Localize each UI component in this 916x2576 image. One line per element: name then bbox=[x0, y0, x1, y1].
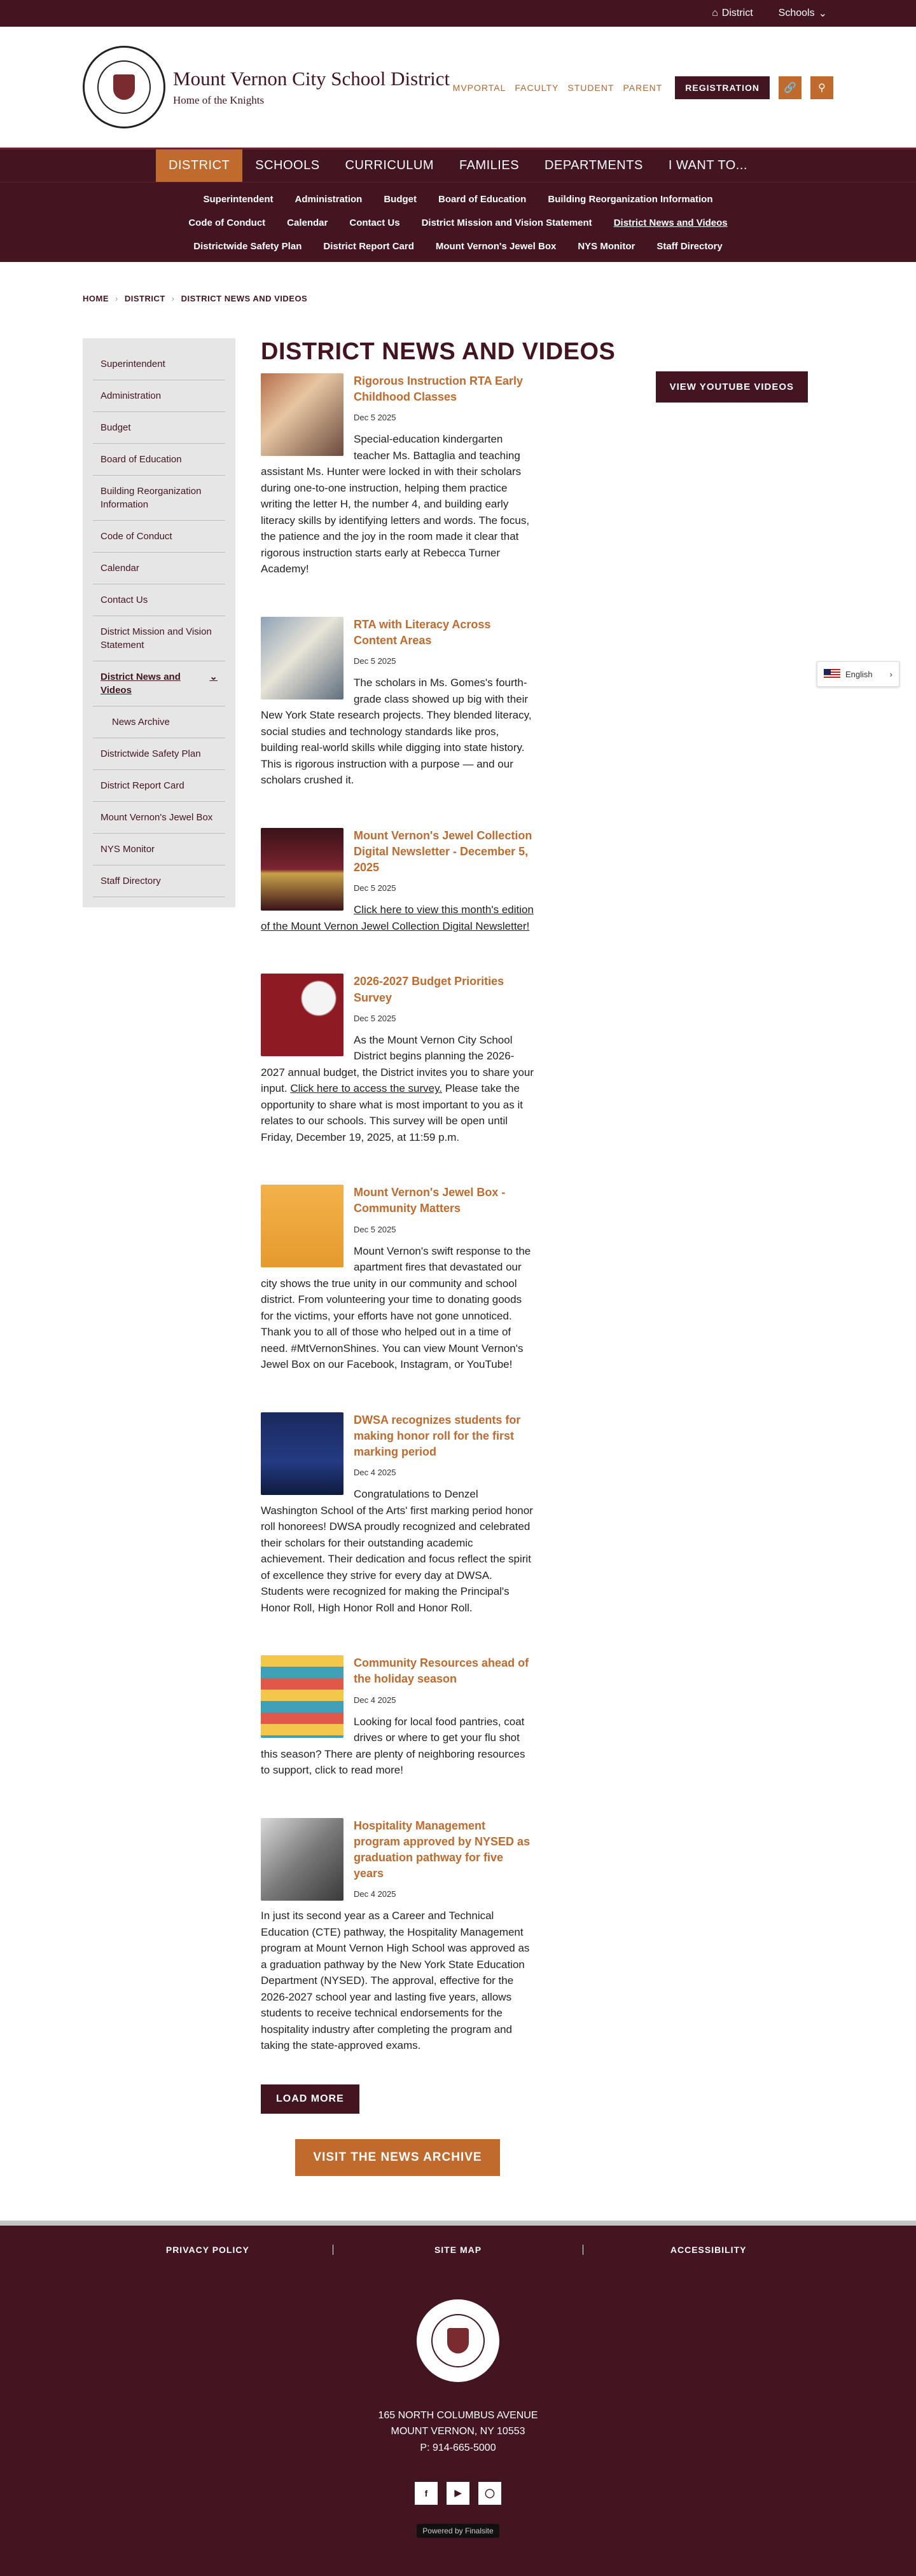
page-title: DISTRICT NEWS AND VIDEOS bbox=[261, 338, 616, 365]
visit-news-archive-button[interactable]: VISIT THE NEWS ARCHIVE bbox=[295, 2139, 499, 2176]
sidebar-item-safety-plan[interactable] bbox=[93, 738, 225, 770]
news-date: Dec 5 2025 bbox=[354, 1224, 396, 1234]
news-summary: Special-education kindergarten teacher Ms. Battaglia and teaching assistant Ms. Hunter were locked in with their scholars during one-to-one instruction, helping them practice writing the letter H, the number 4, and building early literacy skills by identifying letters and words. The focus, the patience and the joy in the room made it clear that rigorous instruction starts early at Rebecca Turner Academy! bbox=[261, 433, 530, 575]
news-title[interactable]: RTA with Literacy Across Content Areas bbox=[354, 617, 491, 647]
sidebar-item-label: Budget bbox=[101, 422, 131, 433]
load-more-button[interactable]: LOAD MORE bbox=[261, 2084, 359, 2114]
site-footer bbox=[0, 2221, 916, 2576]
sidebar-item-label: News Archive bbox=[112, 717, 170, 727]
social-links bbox=[0, 2482, 916, 2505]
news-item bbox=[261, 828, 534, 935]
district-seal-logo[interactable] bbox=[83, 46, 165, 128]
news-item bbox=[261, 974, 534, 1145]
news-date: Dec 5 2025 bbox=[354, 413, 396, 423]
search-icon[interactable]: ⚲ bbox=[810, 76, 833, 99]
breadcrumb bbox=[0, 262, 916, 338]
schools-dropdown[interactable] bbox=[779, 7, 827, 20]
news-date: Dec 4 2025 bbox=[354, 1695, 396, 1705]
news-title[interactable]: 2026-2027 Budget Priorities Survey bbox=[354, 975, 504, 1004]
subnav-calendar[interactable]: Calendar bbox=[287, 217, 328, 228]
main-content bbox=[261, 338, 833, 2221]
news-item bbox=[261, 617, 534, 789]
sidebar-item-staff-directory[interactable] bbox=[93, 865, 225, 897]
newsletter-link[interactable]: Click here to view this month's edition of the Mount Vernon Jewel Collection Digital Newsletter! bbox=[261, 904, 534, 932]
news-date: Dec 5 2025 bbox=[354, 1013, 396, 1023]
subnav-jewel-box[interactable]: Mount Vernon's Jewel Box bbox=[435, 241, 557, 252]
news-title[interactable]: DWSA recognizes students for making honor roll for the first marking period bbox=[354, 1413, 521, 1458]
news-summary: The scholars in Ms. Gomes's fourth-grade class showed up big with their New York State research projects. They blended literacy, social studies and technology standards like pros, building real-world skills while digging into state history. This is rigorous instruction with a purpose — and our scholars crushed it. bbox=[261, 677, 532, 787]
sidebar-item-board[interactable] bbox=[93, 444, 225, 476]
sidebar-item-news-archive[interactable] bbox=[93, 706, 225, 738]
survey-link[interactable]: Click here to access the survey. bbox=[290, 1082, 443, 1095]
breadcrumb-district[interactable]: DISTRICT bbox=[124, 294, 165, 303]
faculty-link[interactable]: FACULTY bbox=[515, 83, 559, 93]
news-summary: Mount Vernon's swift response to the apartment fires that devastated our city shows the true unity in our community and school district. From volunteering your time to donating goods for the victims, your efforts have not gone unnoticed. Thank you to all of those who helped out in a time of need. #MtVernonShines. You can view Mount Vernon's Jewel Box on our Facebook, Instagram, or YouTube! bbox=[261, 1244, 531, 1371]
nav-curriculum[interactable]: CURRICULUM bbox=[345, 158, 434, 172]
sidebar-item-reorganization[interactable] bbox=[93, 476, 225, 521]
sidebar-item-label: District Mission and Vision Statement bbox=[101, 626, 212, 651]
subnav-superintendent[interactable]: Superintendent bbox=[203, 194, 274, 205]
news-item bbox=[261, 1412, 534, 1616]
breadcrumb-home[interactable]: HOME bbox=[83, 294, 109, 303]
news-date: Dec 4 2025 bbox=[354, 1468, 396, 1478]
link-icon[interactable]: 🔗 bbox=[779, 76, 802, 99]
mvportal-link[interactable]: MVPORTAL bbox=[452, 83, 506, 93]
sidebar-item-superintendent[interactable] bbox=[93, 348, 225, 380]
subnav-budget[interactable]: Budget bbox=[384, 194, 417, 205]
sidebar-item-news-videos[interactable] bbox=[93, 661, 225, 706]
chevron-down-icon[interactable]: ⌄ bbox=[209, 672, 218, 682]
sidebar-item-label: District News and Videos bbox=[101, 672, 181, 696]
news-list bbox=[261, 373, 534, 2176]
subnav-safety-plan[interactable]: Districtwide Safety Plan bbox=[193, 241, 302, 252]
news-summary: Looking for local food pantries, coat drives or where to get your flu shot this season? There are plenty of neighboring resources to support, click to read more! bbox=[261, 1715, 525, 1776]
district-tagline: Home of the Knights bbox=[173, 94, 265, 106]
subnav-reorganization[interactable]: Building Reorganization Information bbox=[548, 194, 713, 205]
subnav-news-videos[interactable]: District News and Videos bbox=[613, 217, 728, 228]
sidebar-item-jewel-box[interactable] bbox=[93, 802, 225, 834]
youtube-icon[interactable]: ▶ bbox=[447, 2482, 469, 2505]
breadcrumb-separator-icon: › bbox=[115, 294, 118, 303]
news-title[interactable]: Community Resources ahead of the holiday season bbox=[354, 1656, 529, 1686]
subnav-mission[interactable]: District Mission and Vision Statement bbox=[421, 217, 592, 228]
nav-i-want-to[interactable]: I WANT TO... bbox=[668, 158, 747, 172]
sidebar-item-administration[interactable] bbox=[93, 380, 225, 412]
address-line: 165 NORTH COLUMBUS AVENUE bbox=[378, 2409, 538, 2421]
powered-by-finalsite[interactable]: Powered by Finalsite bbox=[417, 2524, 499, 2538]
subnav-report-card[interactable]: District Report Card bbox=[323, 241, 414, 252]
schools-dropdown-label: Schools bbox=[778, 8, 815, 18]
sidebar-item-calendar[interactable] bbox=[93, 553, 225, 584]
news-title[interactable]: Mount Vernon's Jewel Box - Community Matters bbox=[354, 1186, 506, 1215]
subnav-nys-monitor[interactable]: NYS Monitor bbox=[578, 241, 635, 252]
news-summary-continued: Please take the opportunity to share what is most important to you as it relates to our schools. This survey will be open until Friday, December 19, 2025, at 11:59 p.m. bbox=[261, 1082, 523, 1143]
news-thumbnail[interactable] bbox=[261, 1412, 344, 1495]
news-item bbox=[261, 373, 534, 577]
news-thumbnail[interactable] bbox=[261, 828, 344, 911]
city-line: MOUNT VERNON, NY 10553 bbox=[391, 2426, 525, 2437]
accessibility-link[interactable]: ACCESSIBILITY bbox=[670, 2244, 747, 2255]
news-thumbnail[interactable] bbox=[261, 1655, 344, 1738]
nav-departments[interactable]: DEPARTMENTS bbox=[545, 158, 643, 172]
news-date: Dec 5 2025 bbox=[354, 656, 396, 666]
sidebar-item-label: Administration bbox=[101, 390, 162, 401]
nav-families[interactable]: FAMILIES bbox=[459, 158, 520, 172]
registration-button[interactable]: REGISTRATION bbox=[675, 76, 770, 99]
chevron-down-icon: ⌄ bbox=[818, 8, 827, 19]
breadcrumb-separator-icon: › bbox=[171, 294, 175, 303]
news-date: Dec 4 2025 bbox=[354, 1889, 396, 1899]
subnav-staff-directory[interactable]: Staff Directory bbox=[656, 241, 723, 252]
district-link-label: District bbox=[721, 8, 753, 18]
news-thumbnail[interactable] bbox=[261, 617, 344, 699]
nav-district[interactable]: DISTRICT bbox=[156, 149, 242, 182]
us-flag-icon bbox=[824, 669, 840, 679]
header-utility bbox=[453, 76, 833, 99]
sidebar-item-budget[interactable] bbox=[93, 412, 225, 444]
sidebar-item-report-card[interactable] bbox=[93, 770, 225, 802]
news-item bbox=[261, 1185, 534, 1372]
student-link[interactable]: STUDENT bbox=[567, 83, 614, 93]
privacy-policy-link[interactable]: PRIVACY POLICY bbox=[165, 2244, 249, 2255]
news-thumbnail[interactable] bbox=[261, 373, 344, 456]
sidebar-item-label: District Report Card bbox=[101, 780, 184, 791]
breadcrumb-current: DISTRICT NEWS AND VIDEOS bbox=[181, 294, 308, 303]
nav-schools[interactable]: SCHOOLS bbox=[255, 158, 320, 172]
sidebar-item-contact[interactable] bbox=[93, 584, 225, 616]
section-sidebar bbox=[83, 338, 235, 907]
news-date: Dec 5 2025 bbox=[354, 883, 396, 893]
news-item bbox=[261, 1818, 534, 2054]
footer-seal-logo[interactable] bbox=[417, 2299, 499, 2382]
language-label: English bbox=[845, 669, 873, 679]
news-title[interactable]: Mount Vernon's Jewel Collection Digital Newsletter - December 5, 2025 bbox=[354, 829, 532, 874]
home-icon: ⌂ bbox=[712, 8, 718, 18]
news-summary: In just its second year as a Career and Technical Education (CTE) pathway, the Hospitality Management program at Mount Vernon High School was approved as a graduation pathway by the New York State Education Department (NYSED). The approval, effective for the 2026-2027 school year and lasting five years, allows students to receive technical endorsements for the hospitality industry after completing the program and taking the state-approved exams. bbox=[261, 1910, 530, 2052]
subnav-contact[interactable]: Contact Us bbox=[349, 217, 400, 228]
news-title[interactable]: Rigorous Instruction RTA Early Childhood Classes bbox=[354, 375, 524, 404]
top-utility-bar bbox=[0, 0, 916, 27]
facebook-icon[interactable]: f bbox=[415, 2482, 438, 2505]
view-youtube-videos-button[interactable]: VIEW YOUTUBE VIDEOS bbox=[656, 371, 808, 403]
sidebar-item-label: Districtwide Safety Plan bbox=[101, 748, 201, 759]
district-link[interactable] bbox=[712, 8, 753, 19]
site-map-link[interactable]: SITE MAP bbox=[434, 2244, 482, 2255]
language-selector[interactable] bbox=[817, 661, 899, 687]
chevron-right-icon: › bbox=[889, 669, 892, 679]
sidebar-item-label: Board of Education bbox=[101, 454, 182, 465]
main-navigation bbox=[0, 148, 916, 182]
footer-address bbox=[0, 2407, 916, 2456]
parent-link[interactable]: PARENT bbox=[623, 83, 663, 93]
news-thumbnail[interactable] bbox=[261, 974, 344, 1056]
sidebar-item-label: Contact Us bbox=[101, 595, 148, 605]
subnav-board[interactable]: Board of Education bbox=[438, 194, 527, 205]
news-thumbnail[interactable] bbox=[261, 1185, 344, 1267]
district-name[interactable]: Mount Vernon City School District bbox=[173, 67, 450, 90]
sidebar-item-label: Mount Vernon's Jewel Box bbox=[101, 812, 213, 823]
news-item bbox=[261, 1655, 534, 1778]
district-subnav bbox=[0, 182, 916, 262]
news-summary: As the Mount Vernon City School District begins planning the 2026-2027 annual budget, the District invites you to share your input. bbox=[261, 1033, 534, 1095]
news-title[interactable]: Hospitality Management program approved by NYSED as graduation pathway for five years bbox=[354, 1819, 531, 1880]
sidebar-item-label: Building Reorganization Information bbox=[101, 486, 202, 510]
phone-line[interactable]: P: 914-665-5000 bbox=[420, 2442, 496, 2453]
site-header bbox=[0, 27, 916, 148]
subnav-administration[interactable]: Administration bbox=[295, 194, 363, 205]
sidebar-item-label: Staff Directory bbox=[101, 876, 161, 886]
subnav-code-of-conduct[interactable]: Code of Conduct bbox=[188, 217, 266, 228]
sidebar-item-code-of-conduct[interactable] bbox=[93, 521, 225, 553]
sidebar-item-label: Calendar bbox=[101, 563, 139, 574]
sidebar-item-label: Code of Conduct bbox=[101, 531, 172, 542]
sidebar-item-label: Superintendent bbox=[101, 359, 165, 369]
news-summary: Congratulations to Denzel Washington School of the Arts' first marking period honor roll honorees! DWSA proudly recognized and celebrated their scholars for their outstanding academic achievement. Their dedication and focus reflect the spirit of excellence they strive for every day at DWSA. Students were recognized for making the Principal's Honor Roll, High Honor Roll and Honor Roll. bbox=[261, 1488, 533, 1614]
sidebar-item-label: NYS Monitor bbox=[101, 844, 155, 855]
sidebar-item-mission[interactable] bbox=[93, 616, 225, 661]
sidebar-item-nys-monitor[interactable] bbox=[93, 834, 225, 865]
news-thumbnail[interactable] bbox=[261, 1818, 344, 1901]
instagram-icon[interactable]: ◯ bbox=[478, 2482, 501, 2505]
